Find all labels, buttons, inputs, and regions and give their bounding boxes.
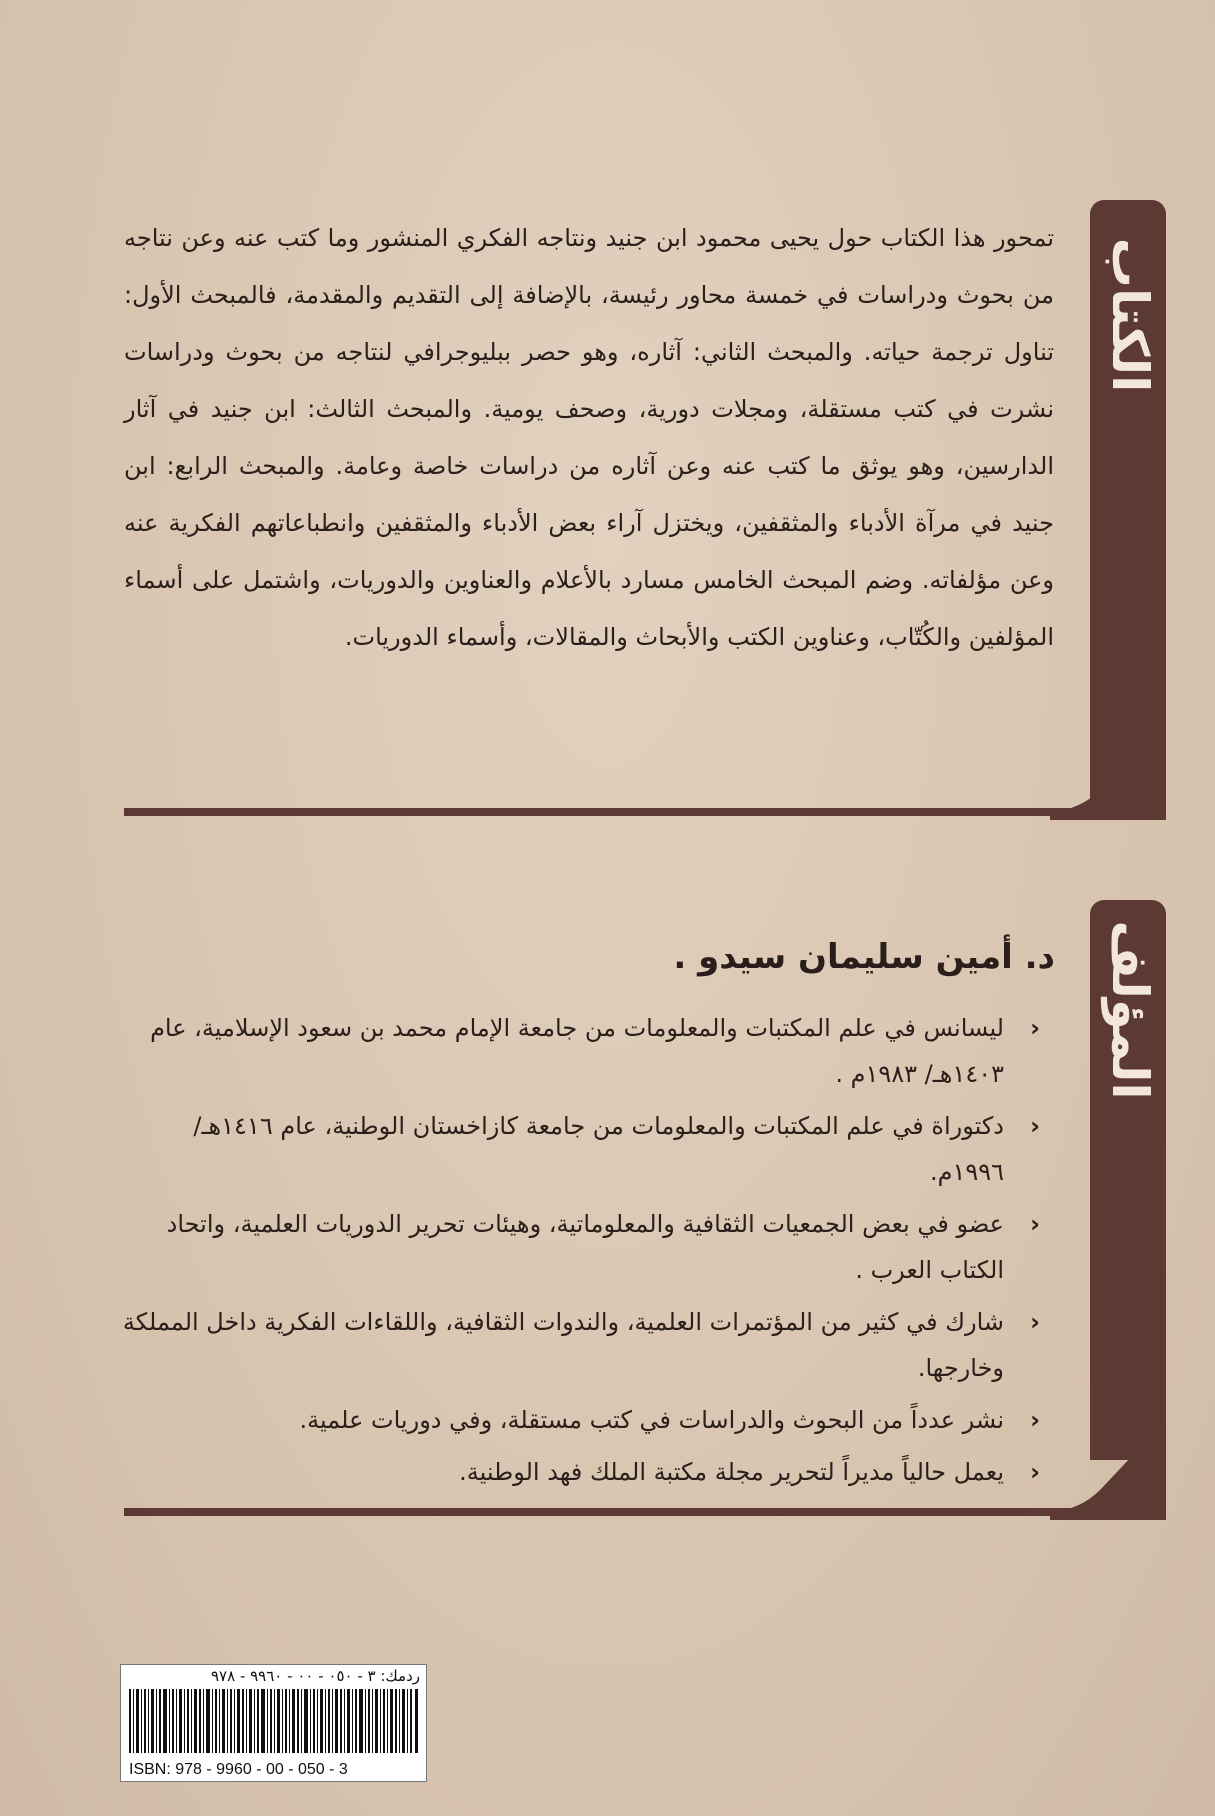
author-tab-label: المؤلف (1101, 920, 1159, 1100)
book-tab-corner (1050, 720, 1166, 820)
author-name: د. أمين سليمان سيدو . (673, 937, 1055, 977)
isbn-arabic: ردمك: ٣ - ٠٥٠ - ٠٠ - ٩٩٦٠ - ٩٧٨ (211, 1667, 420, 1685)
list-item: ‹ نشر عدداً من البحوث والدراسات في كتب مستقلة، وفي دوريات علمية. (120, 1397, 1040, 1443)
author-cv-list (120, 1005, 1040, 1501)
isbn-number: ISBN: 978 - 9960 - 00 - 050 - 3 (129, 1761, 348, 1778)
chevron-left-icon: ‹ (1030, 1210, 1040, 1238)
author-tab-corner (1050, 1420, 1166, 1520)
chevron-left-icon: ‹ (1030, 1112, 1040, 1140)
list-item: ‹ دكتوراة في علم المكتبات والمعلومات من جامعة كازاخستان الوطنية، عام ١٤١٦هـ/ ١٩٩٦م. (120, 1103, 1040, 1195)
list-item: ‹ عضو في بعض الجمعيات الثقافية والمعلوماتية، وهيئات تحرير الدوريات العلمية، واتحاد الكتاب العرب . (120, 1201, 1040, 1293)
chevron-left-icon: ‹ (1030, 1014, 1040, 1042)
book-section-divider (124, 808, 1104, 816)
chevron-left-icon: ‹ (1030, 1458, 1040, 1486)
list-item: ‹ شارك في كثير من المؤتمرات العلمية، والندوات الثقافية، واللقاءات الفكرية داخل المملكة وخارجها. (120, 1299, 1040, 1391)
chevron-left-icon: ‹ (1030, 1308, 1040, 1336)
list-item: ‹ ليسانس في علم المكتبات والمعلومات من جامعة الإمام محمد بن سعود الإسلامية، عام ١٤٠٣هـ/ ١٩٨٣م . (120, 1005, 1040, 1097)
author-section-divider (124, 1508, 1104, 1516)
isbn-barcode (120, 1664, 427, 1782)
book-description: تمحور هذا الكتاب حول يحيى محمود ابن جنيد ونتاجه الفكري المنشور وما كتب عنه وعن نتاجه من بحوث ودراسات في خمسة محاور رئيسة، بالإضافة إلى التقديم والمقدمة، فالمبحث الأول: تناول ترجمة حياته. والمبحث الثاني: آثاره، وهو حصر ببليوجرافي لنتاجه من بحوث ودراسات نشرت في كتب مستقلة، ومجلات دورية، وصحف يومية. والمبحث الثالث: ابن جنيد في آثار الدارسين، وهو يوثق ما كتب عنه وعن آثاره من دراسات خاصة وعامة. والمبحث الرابع: ابن جنيد في مرآة الأدباء والمثقفين، ويختزل آراء بعض الأدباء والمثقفين وانطباعاتهم الفكرية عنه وعن مؤلفاته. وضم المبحث الخامس مسارد بالأعلام والعناوين والدوريات، واشتمل على أسماء المؤلفين والكُتّاب، وعناوين الكتب والأبحاث والمقالات، وأسماء الدوريات. (124, 224, 1054, 651)
book-tab-label: الكتاب (1101, 237, 1159, 393)
list-item: ‹ يعمل حالياً مديراً لتحرير مجلة مكتبة الملك فهد الوطنية. (120, 1449, 1040, 1495)
barcode-bars (129, 1689, 418, 1753)
chevron-left-icon: ‹ (1030, 1406, 1040, 1434)
